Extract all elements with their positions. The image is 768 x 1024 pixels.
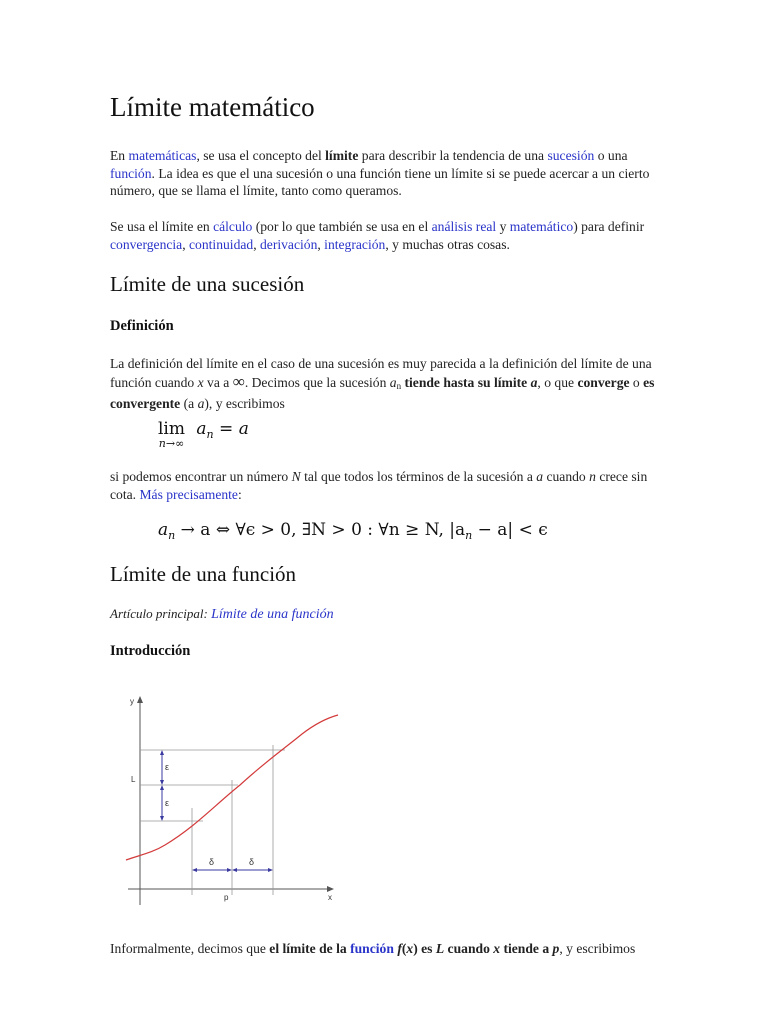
- link-calculo[interactable]: cálculo: [213, 219, 253, 234]
- epsilon-label-2: ε: [165, 798, 170, 808]
- intro-paragraph-2: Se usa el límite en cálculo (por lo que también se usa en el análisis real y matemático) para definir convergencia, continuidad, derivación, integración, y muchas otras cosas.: [110, 219, 645, 252]
- epsilon-arrow-lower-head-bottom: [160, 816, 164, 821]
- p-label: p: [224, 893, 229, 902]
- lim-operator: lim n→∞: [158, 419, 185, 450]
- delta-arrow-right-head-l: [232, 868, 237, 872]
- intro-paragraph-1: En matemáticas, se usa el concepto del límite para describir la tendencia de una sucesión o una función. La idea es que el una sucesión o una función tiene un límite si se puede acercar a un cierto número, que se llama el límite, tanto como queramos.: [110, 148, 650, 198]
- formula-limit-sequence: lim n→∞ $a_n = a$: [158, 419, 249, 450]
- x-axis-arrow: [327, 886, 334, 892]
- epsilon-label-1: ε: [165, 762, 170, 772]
- x-axis-label: x: [328, 893, 332, 902]
- formula-epsilon-definition: $a_n \to a$ ⇔ ∀ϵ > 0, ∃N > 0 : ∀n ≥ N, $|a_n - a| < \epsilon$: [158, 520, 548, 542]
- link-continuidad[interactable]: continuidad: [189, 236, 254, 252]
- link-mas-precisamente[interactable]: Más precisamente: [139, 486, 238, 502]
- link-matematicas[interactable]: matemáticas: [128, 148, 197, 163]
- main-article-note: Artículo principal: Límite de una función: [110, 606, 334, 622]
- link-sucesion[interactable]: sucesión: [547, 148, 595, 163]
- subheading-definicion: Definición: [110, 318, 174, 334]
- delta-arrow-left-head-l: [192, 868, 197, 872]
- epsilon-arrow-upper-head-top: [160, 750, 164, 755]
- y-axis-label: y: [130, 697, 134, 706]
- sucesion-paragraph-1: La definición del límite en el caso de una sucesión es muy parecida a la definición del límite de una función cuando x va a ∞. Decimos que la sucesión $a_n$ tiende hasta su límite a, o que converge o es convergente (a a), y escribimos: [110, 356, 655, 411]
- link-derivacion[interactable]: derivación: [260, 236, 318, 252]
- link-limite-de-una-funcion[interactable]: Límite de una función: [211, 607, 334, 622]
- page-title: Límite matemático: [110, 92, 315, 122]
- section-heading-funcion: Límite de una función: [110, 562, 297, 586]
- link-funcion[interactable]: función: [110, 165, 152, 181]
- limit-diagram: [120, 690, 350, 912]
- link-convergencia[interactable]: convergencia: [110, 236, 183, 252]
- link-matematico[interactable]: matemático: [509, 219, 574, 234]
- delta-arrow-left-head-r: [227, 868, 232, 872]
- link-analisis-real[interactable]: análisis real: [431, 219, 497, 234]
- link-integracion[interactable]: integración: [324, 236, 386, 252]
- epsilon-arrow-upper-head-bottom: [160, 780, 164, 785]
- sucesion-paragraph-2: si podemos encontrar un número N tal que todos los términos de la sucesión a a cuando n crece sin cota. Más precisamente:: [110, 469, 648, 502]
- delta-label-1: δ: [209, 857, 215, 867]
- subheading-introduccion: Introducción: [110, 643, 191, 659]
- delta-label-2: δ: [249, 857, 255, 867]
- epsilon-arrow-lower-head-top: [160, 785, 164, 790]
- funcion-paragraph-1: Informalmente, decimos que el límite de la función f(x) es L cuando x tiende a p, y escribimos: [110, 941, 636, 956]
- link-funcion-2[interactable]: función: [350, 941, 394, 956]
- section-heading-sucesion: Límite de una sucesión: [110, 272, 305, 296]
- delta-arrow-right-head-r: [268, 868, 273, 872]
- y-axis-arrow: [137, 696, 143, 703]
- L-label: L: [131, 775, 136, 784]
